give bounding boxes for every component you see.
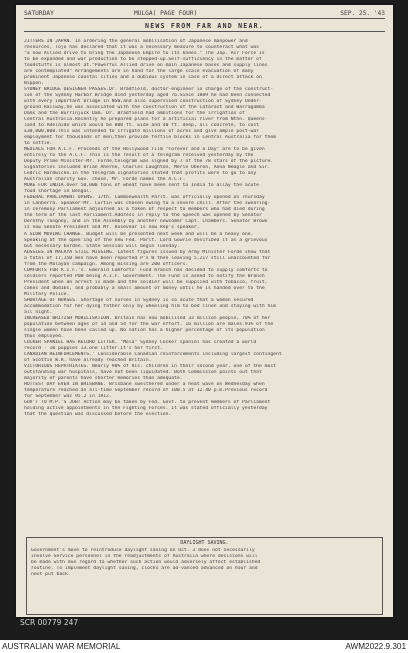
handwritten-reference: SCR 00779 247 xyxy=(20,618,79,627)
body-line: temperature reached an all-time September record of 100.5 at 12.40 p.m.Previous record xyxy=(24,387,268,393)
body-line: but necessary burden. State Session will begin Tuesday. xyxy=(24,243,180,249)
body-line: land to Adelaide which would be 800 ft. wide and 40 ft. deep, all concrete, to cost xyxy=(24,123,260,129)
body-line: £30,000,000.This was intended to irrigate millions of acres and give ample post-war xyxy=(24,129,260,135)
body-line: A SLOW MOVING CHANGE. Budget will be presented next week and will be a heavy one. xyxy=(24,231,254,237)
body-line: MORE FOR INDIA.Over 50,000 tons of wheat have been sent to India to allay the acute xyxy=(24,183,260,189)
body-line: Military Police. xyxy=(24,291,70,297)
body-line: the term of the last Parliament.Address in reply to the Speech was opened by Senator xyxy=(24,213,262,219)
body-line: foodstuffs is almost at."Powerful Allied drive on main Japanese bases and supply lines xyxy=(24,63,268,69)
body-line: all night. xyxy=(24,309,53,315)
body-line: thus employed. xyxy=(24,333,64,339)
body-line: COMFORTS FOR A.I.F.'s. Emerald Comforts' Fund branch has decided to supply comforts to xyxy=(24,267,268,273)
footer-institution: AUSTRALIAN WAR MEMORIAL xyxy=(2,642,121,651)
body-line: to be expanded and war production to be stepped-up.Self-sufficiency in the matter of xyxy=(24,57,262,63)
body-line: SYDNEY BRIDGE DESIGNER PASSES.Dr. Bradfield, doctor-engineer in charge of the construct- xyxy=(24,87,274,93)
body-line: Dorothy Tangney, and in the Assembly by another newcomer Capt. Chambers. Senator Brown xyxy=(24,219,268,225)
body-line: from the Malayan campaign. Among missing are 200 officers. xyxy=(24,261,189,267)
body-line: for September was 95.2 in 1912. xyxy=(24,393,112,399)
body-line: AUSSIES IN MALAYA STILL MISSING. Latest figures issued by Army Minister Forde show that xyxy=(24,249,271,255)
body-line: "a now Allied drive to bring the Japanese Empire to its knees." The Jap. Air Force is xyxy=(24,51,265,57)
body-line: record - 10 puppies 13.one litter.It's her first. xyxy=(24,345,163,351)
footer-accession: AWM2022.9.301 xyxy=(345,642,406,651)
body-line: Signatories included Brian Aherne, Charles Laughton, Merle Oberon, Anna Neagle and Sir. xyxy=(24,165,271,171)
body-line: CANADIAN REINFORCEMENTS.' Considerable Canadian reinforcements including largest contingent xyxy=(24,351,282,357)
body-line: Central Australia.Recently he prepared plans for a artificial river from Nthn. Queens- xyxy=(24,117,268,123)
body-line: FEDERAL PARLIAMENT OPENS. 17th. Commonwealth Parlt. was officially opened on Thursday xyxy=(24,195,265,201)
box-line: Government's move to reintroduce daylight saving on Oct. 3 does not necessarily xyxy=(31,548,255,553)
body-line: a total of 17,150 men have been reported P's W then leaving 5,217 still unaccounted for xyxy=(24,255,271,261)
body-line: MEDIALS FOR A.C.F. Proceeds of the Hollywood Film "Forever and a Day" are to be given xyxy=(24,147,265,153)
header-day: SATURDAY xyxy=(24,10,54,17)
body-line: holding active appointments in the Fighting Forces. It was stated officially yesterday xyxy=(24,405,268,411)
body-line: that the question was discussed before the election. xyxy=(24,411,172,417)
body-line: single women have been called up. No nation has a higher percentage of its population xyxy=(24,327,265,333)
box-line: routine. To implement daylight saving, clocks are ad-vanced advanced an hour and xyxy=(31,566,258,572)
body-line: employment for thousands of men,then provide fertile blocks in Central Australia for them xyxy=(24,135,277,141)
body-line: President when an arrest is made and the soldier will be supplied with tobacco, fruit, xyxy=(24,279,268,285)
box-title: DAYLIGHT SAVING. xyxy=(180,540,229,546)
box-body xyxy=(31,548,378,578)
daylight-saving-box xyxy=(26,537,383,615)
body-line: outstanding war hospitals, have not been liquidated. Both Commission points out that xyxy=(24,369,262,375)
header-date: SEP. 25. '43 xyxy=(340,10,385,17)
archive-footer xyxy=(0,640,408,653)
body-line: in ceremony Parliament adjourned as a token of respect to members who had died during xyxy=(24,207,265,213)
body-line: ground Railway,he was associated with the construction of the Cataract and Warragamba xyxy=(24,105,265,111)
body-line: Australian charity Gov. chose, Mr. Forde names the A.C.F. xyxy=(24,177,186,183)
body-line: of Scottie W.R. have already reached Britain. xyxy=(24,357,152,363)
body-line: SHORTAGE OF NURSES. Shortage of nurses in Sydney is so acute that a woman secured xyxy=(24,297,254,303)
body-line: prominent Japanese coastal cities and a dubious system in case of a direct attack on xyxy=(24,75,262,81)
header-center: MULGA( PAGE FOUR) xyxy=(134,10,198,17)
body-line: GOV'T TO M.P.'S JOB! Action may be taken by Fed. Govt. to prevent members of Parliament xyxy=(24,399,271,405)
body-line: Cedric Hardwicke.In the telegram signatories stated that profits were to go to any xyxy=(24,171,257,177)
body-line: is now Senate President and Mr. Rosevear is now Rep's speaker. xyxy=(24,225,200,231)
box-line: next put back. xyxy=(31,572,71,578)
page-title: NEWS FROM FAR AND NEAR. xyxy=(145,22,264,30)
body-line: food shortage in Bengal. xyxy=(24,189,92,195)
body-line: cakes and d6d16s, and probably a small amount of money until he is handed over to the xyxy=(24,285,265,291)
body-line: resources, Tojo has declared that it was a necessary measure to counteract what was xyxy=(24,45,260,51)
body-line: JITTERS IN JAPAN. In ordering the general mobilisation of Japanese manpower and xyxy=(24,39,248,44)
page-header xyxy=(24,9,385,18)
body-line: soldiers reported POW being A.I.F. Government. The Fund is asked to notify the Branch xyxy=(24,273,265,279)
box-line: be made with due regard to whether such action would adversely affect established xyxy=(31,560,261,566)
header-rule xyxy=(24,18,385,19)
body-line: Nippon. xyxy=(24,81,44,87)
body-line: are contemplated" Arrangements are in hand for the large scale evacuation of many xyxy=(24,69,254,75)
body-line: Dams and the Burrinjuck Dam. Dr. Bradfield had ambitions for the irrigation of xyxy=(24,111,245,117)
box-line: involve Service personnel in the readjustments of Australia where decisions will xyxy=(31,554,258,560)
body-line: to settle. xyxy=(24,141,53,147)
body-line: Deputy Prime Minister-Mr. Forde,telegram was signed by 7 of the 78 stars of the picture. xyxy=(24,159,274,165)
body-line: INCREASED BRITISH MOBILISATION. Britain has now mobilised 33 million people, 70% of her xyxy=(24,315,271,321)
article-body xyxy=(24,39,385,418)
body-line: accommodation for her dying father only by wheeling him to bed linen and staying with him xyxy=(24,303,277,309)
body-line: VICTORIOUS REPATRIATES. Nearly 90% of Vic. children in their second year, one of the most xyxy=(24,363,277,369)
body-line: entirely to the A.C.F. This is the result of a telegram received yesterday by the xyxy=(24,153,254,159)
body-line: with every important bridge in NSW,and also supervised construction of Sydney Under- xyxy=(24,99,262,105)
body-line: COCKER SPANIEL HAS RECORD LITTER. "Mola" Sydney Cocker spaniel has created a world xyxy=(24,339,257,345)
body-line: majority of parents have shorter memories than adequate. xyxy=(24,375,183,381)
body-line: HOTTEST DAY EVER IN BRISBANE. Brisbane swelthered under a heat wave on Wednesday when xyxy=(24,381,265,387)
body-line: population between ages of 14 and 54 for the war effort. 16 million are males.91% of the xyxy=(24,321,274,327)
document-page xyxy=(16,5,393,617)
body-line: in Canberra. Speaker-Mr. Curtin was chosen owing to a severe chill. After the swearing- xyxy=(24,201,271,207)
title-rule xyxy=(24,31,385,32)
body-line: ion of the Sydney Harbor Bridge died yesterday aged 76.Since 1889 he had been connected xyxy=(24,93,271,99)
body-line: Speaking at the open'ing of the new Fed. Parlt. Lord Gowrie described it as a grievous xyxy=(24,237,268,243)
